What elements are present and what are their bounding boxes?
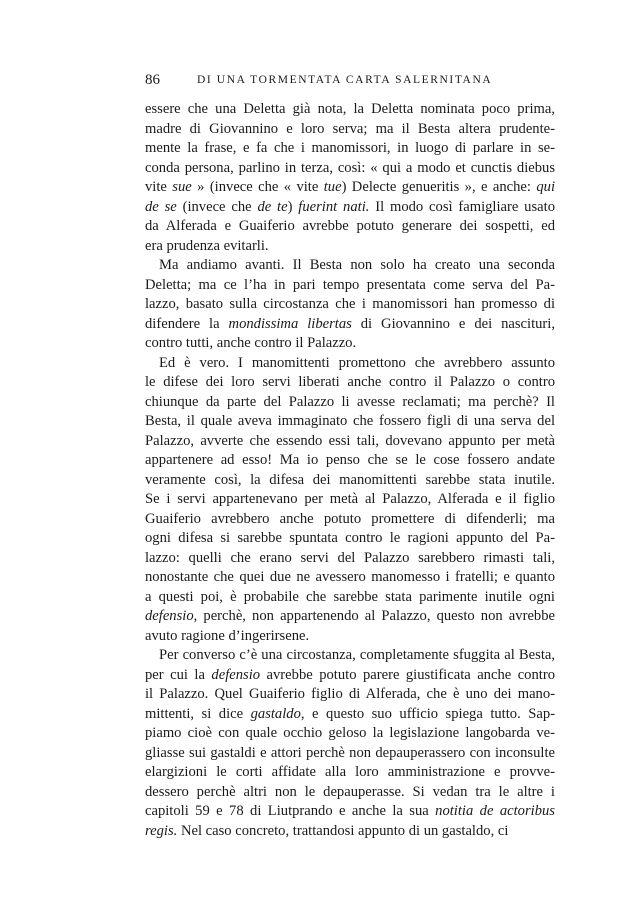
text-run: , e questo suo ufficio spiega tutto. Sap- [300, 705, 555, 722]
text-run: gliasse sui gastaldi e attori perchè non depauperassero con inconsulte [145, 744, 555, 761]
text-line [145, 120, 555, 140]
text-run: ogni difesa si sarebbe spuntata contro le ragioni appunto del Pa- [145, 530, 555, 546]
text-run: difendere la [145, 315, 229, 332]
text-run: lazzo, basato sulla circostanza che i manomissori han promesso di [145, 296, 555, 312]
text-line [145, 744, 555, 764]
italic-text: qui [536, 179, 555, 195]
text-run: il Palazzo. Quel Guaiferio figlio di Alferada, che è uno dei mano- [145, 686, 555, 702]
text-line [145, 412, 555, 432]
text-line [145, 549, 555, 569]
text-line [145, 763, 555, 783]
text-run: da Alferada e Guaiferio avrebbe potuto generare dei sospetti, ed [145, 218, 555, 234]
text-run: Besta, il quale aveva immaginato che fossero figli di una serva del [145, 413, 555, 429]
text-line [145, 607, 555, 627]
text-line [145, 529, 555, 549]
text-line [145, 471, 555, 491]
italic-text: de te [257, 198, 288, 215]
text-run: di Giovannino e dei nascituri, [351, 315, 555, 332]
text-run: era prudenza evitarli. [145, 237, 269, 254]
italic-text: defensio [145, 608, 194, 624]
text-line [145, 705, 555, 725]
text-run: elargizioni le corti affidate alla loro amministrazione e provve- [145, 764, 555, 780]
text-run: » (invece che « vite [191, 179, 324, 195]
text-run: madre di Giovannino e loro serva; ma il Besta altera prudente- [145, 120, 555, 137]
italic-text: sue [172, 179, 192, 195]
text-run: , perchè, non appartenendo al Palazzo, questo non avrebbe [193, 608, 555, 624]
text-line [145, 490, 555, 510]
body-text [145, 100, 555, 841]
italic-text: notitia de actoribus [435, 803, 555, 819]
text-line [145, 627, 555, 647]
text-run: conda persona, parlino in terza, così: « qui a modo et cunctis diebus [145, 159, 555, 176]
text-line [145, 256, 555, 276]
text-run: ) Delecte genueritis », e anche: [341, 179, 537, 195]
text-run: contro tutti, anche contro il Palazzo. [145, 335, 357, 351]
italic-text: regis. [145, 822, 178, 839]
text-run: essere che una Deletta già nota, la Deletta nominata poco prima, [145, 101, 555, 117]
text-line [145, 393, 555, 413]
italic-text: fuerint nati. [298, 198, 370, 215]
text-line [145, 354, 555, 374]
italic-text: mondissima libertas [228, 315, 352, 332]
text-run: nonostante che quei due ne avessero manomesso i fratelli; e quanto [145, 569, 555, 585]
text-line [145, 646, 555, 666]
text-run: chiunque da parte del Palazzo li avesse reclamati; ma perchè? Il [145, 393, 555, 410]
text-run: veramente così, la difesa dei manomittenti sarebbe stata inutile. [145, 471, 555, 488]
text-line [145, 822, 555, 842]
text-run: Se i servi appartenevano per metà al Palazzo, Alferada e il figlio [145, 491, 555, 507]
text-run: (invece che [176, 198, 258, 215]
text-run: per cui la [145, 666, 212, 683]
text-run: Ma andiamo avanti. Il Besta non solo ha creato una seconda [159, 257, 555, 273]
text-line [145, 295, 555, 315]
text-run: mittenti, si dice [145, 705, 251, 722]
text-line [145, 510, 555, 530]
text-line [145, 334, 555, 354]
text-line [145, 373, 555, 393]
text-run: Nel caso concreto, trattandosi appunto di un gastaldo, ci [177, 822, 509, 839]
text-line [145, 802, 555, 822]
italic-text: gastaldo [250, 705, 301, 722]
text-run: Deletta; ma ce l’ha in pari tempo presentata come serva del Pa- [145, 276, 555, 293]
text-run: capitoli 59 e 78 di Liutprando e anche la sua [145, 803, 436, 819]
text-line [145, 783, 555, 803]
text-line [145, 451, 555, 471]
text-run: Per converso c’è una circostanza, completamente sfuggita al Besta, [159, 647, 555, 663]
text-line [145, 139, 555, 159]
text-run: Ed è vero. I manomittenti promettono che avrebbero assunto [159, 354, 555, 371]
text-run: ) [287, 198, 299, 215]
text-line [145, 315, 555, 335]
text-run: piamo cioè con quale occhio geloso la legislazione langobarda ve- [145, 725, 555, 741]
text-run: lazzo: quelli che erano servi del Palazzo sarebbero rimasti tali, [145, 549, 555, 566]
text-run: Il modo così famigliare usato [369, 198, 555, 215]
text-run: appartenere ad esso! Ma io penso che se le cose fossero andate [145, 452, 555, 468]
text-run: avuto ragione d’ingerirsene. [145, 627, 310, 644]
text-line [145, 588, 555, 608]
text-run: avrebbe potuto parere giustificata anche contro [260, 666, 555, 683]
text-line [145, 178, 555, 198]
text-line [145, 276, 555, 296]
text-line [145, 198, 555, 218]
text-line [145, 724, 555, 744]
text-line [145, 237, 555, 257]
italic-text: defensio [211, 666, 261, 683]
page-number: 86 [145, 72, 160, 88]
text-line [145, 568, 555, 588]
italic-text: de se [145, 198, 177, 215]
text-line [145, 100, 555, 120]
text-line [145, 159, 555, 179]
text-run: vite [145, 179, 173, 195]
text-line [145, 432, 555, 452]
running-title: DI UNA TORMENTATA CARTA SALERNITANA [197, 74, 493, 86]
text-run: a questi poi, è probabile che sarebbe stata parimente inutile ogni [145, 588, 555, 605]
page-header [145, 72, 555, 92]
text-line [145, 217, 555, 237]
text-run: Guaiferio avrebbero anche potuto promettere di difenderli; ma [145, 510, 555, 527]
text-run: mente la frase, e fa che i manomissori, in luogo di parlare in se- [145, 140, 555, 156]
text-run: le difese dei loro servi liberati anche contro il Palazzo o contro [145, 374, 555, 390]
text-line [145, 685, 555, 705]
text-line [145, 666, 555, 686]
italic-text: tue [323, 179, 342, 195]
text-run: Palazzo, avverte che essendo essi tali, dovevano appunto per metà [145, 432, 555, 449]
text-run: dessero perchè altri non le depauperasse. Si vedan tra le altre i [145, 783, 555, 800]
